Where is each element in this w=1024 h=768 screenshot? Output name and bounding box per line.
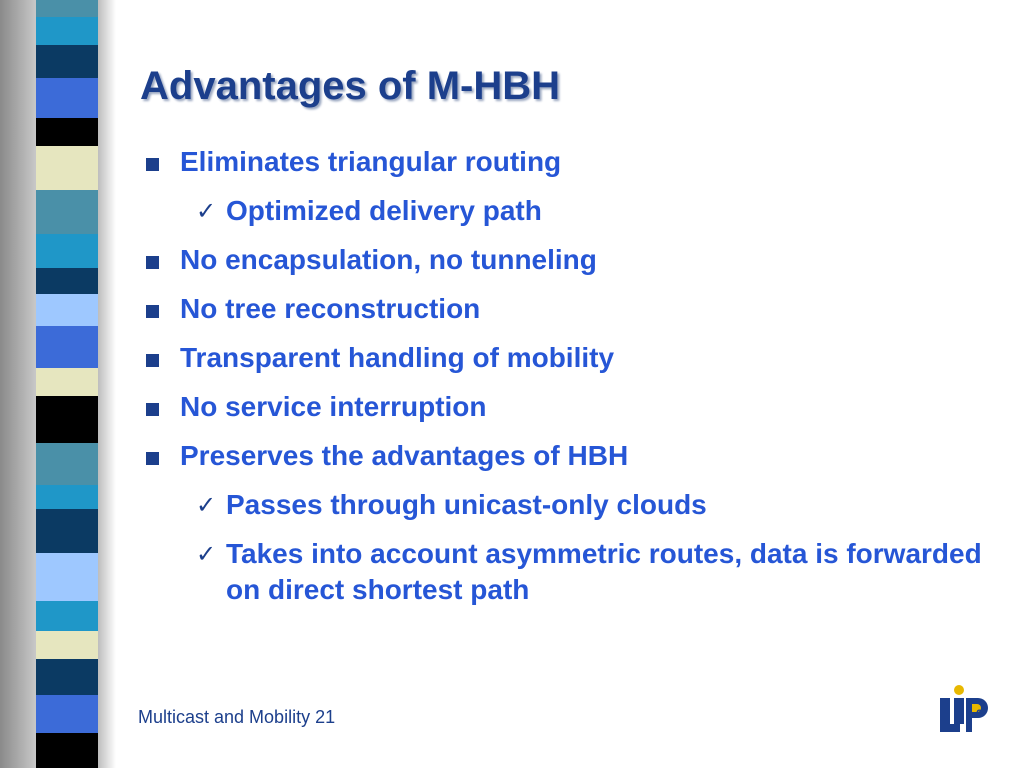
- square-bullet-icon: [146, 256, 159, 269]
- strip-block: [36, 368, 98, 396]
- strip-block: [36, 443, 98, 485]
- left-shade: [0, 0, 36, 768]
- bullet-text: No tree reconstruction: [180, 293, 481, 324]
- strip-block: [36, 396, 98, 444]
- strip-block: [36, 601, 98, 631]
- decorative-strip: [36, 0, 98, 768]
- bullet-text: No encapsulation, no tunneling: [180, 244, 597, 275]
- strip-block: [36, 659, 98, 695]
- bullet-item: [140, 242, 1000, 278]
- bullet-item: [140, 389, 1000, 425]
- strip-block: [36, 631, 98, 659]
- bullet-text: Passes through unicast-only clouds: [226, 489, 707, 520]
- square-bullet-icon: [146, 452, 159, 465]
- bullet-list: [140, 144, 1000, 621]
- logo-number: 6: [976, 708, 983, 720]
- strip-block: [36, 118, 98, 146]
- strip-block: [36, 45, 98, 78]
- bullet-text: No service interruption: [180, 391, 487, 422]
- bullet-item: [140, 340, 1000, 376]
- square-bullet-icon: [146, 354, 159, 367]
- sub-bullet-item: [140, 487, 1000, 523]
- sub-bullet-item: [140, 193, 1000, 229]
- strip-block: [36, 146, 98, 190]
- strip-block: [36, 294, 98, 326]
- strip-block: [36, 509, 98, 553]
- strip-block: [36, 695, 98, 733]
- bullet-text: Optimized delivery path: [226, 195, 542, 226]
- bullet-text: Transparent handling of mobility: [180, 342, 615, 373]
- strip-shadow: [98, 0, 116, 768]
- strip-block: [36, 268, 98, 294]
- bullet-text: Eliminates triangular routing: [180, 146, 562, 177]
- strip-block: [36, 190, 98, 234]
- checkmark-icon: ✓: [196, 197, 217, 225]
- strip-block: [36, 17, 98, 45]
- strip-block: [36, 78, 98, 118]
- bullet-item: [140, 438, 1000, 474]
- strip-block: [36, 0, 98, 17]
- lip6-logo-icon: [938, 684, 990, 736]
- slide-title: Advantages of M-HBH: [140, 64, 561, 108]
- bullet-text: Takes into account asymmetric routes, data is forwarded on direct shortest path: [226, 538, 982, 605]
- square-bullet-icon: [146, 158, 159, 171]
- strip-block: [36, 553, 98, 601]
- slide-footer: Multicast and Mobility 21: [138, 707, 336, 727]
- bullet-text: Preserves the advantages of HBH: [180, 440, 629, 471]
- checkmark-icon: ✓: [196, 540, 217, 568]
- bullet-item: [140, 144, 1000, 180]
- checkmark-icon: ✓: [196, 491, 217, 519]
- strip-block: [36, 733, 98, 768]
- strip-block: [36, 485, 98, 509]
- sub-bullet-item: [140, 536, 1000, 608]
- square-bullet-icon: [146, 305, 159, 318]
- strip-block: [36, 234, 98, 268]
- square-bullet-icon: [146, 403, 159, 416]
- strip-block: [36, 326, 98, 368]
- bullet-item: [140, 291, 1000, 327]
